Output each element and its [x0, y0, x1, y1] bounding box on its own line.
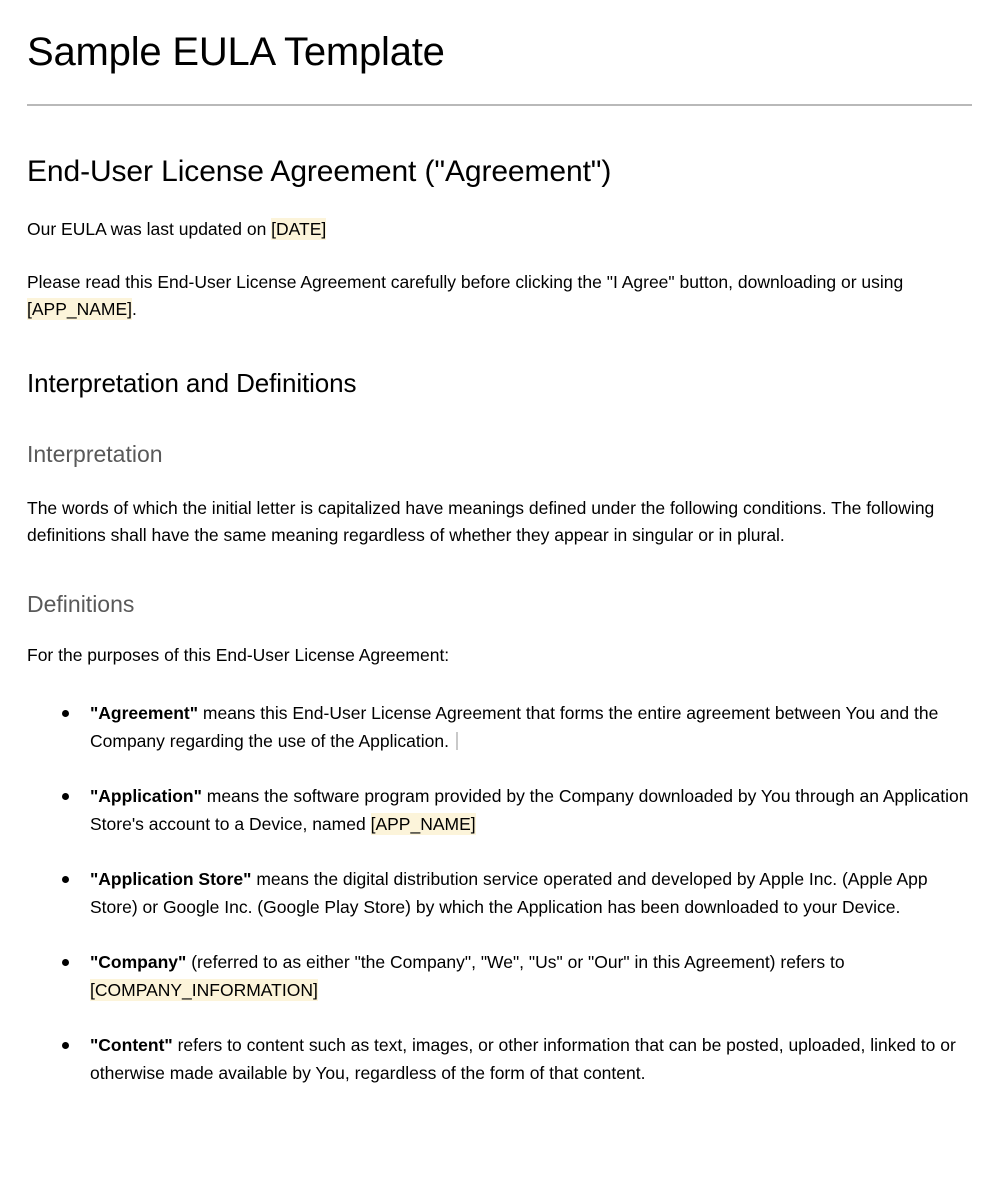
list-item	[27, 865, 972, 921]
subheading-interpretation: Interpretation	[27, 441, 163, 468]
last-updated-prefix: Our EULA was last updated on	[27, 219, 272, 239]
app-name-placeholder: [APP_NAME]	[27, 299, 133, 319]
text-cursor-caret	[456, 732, 458, 750]
definition-term: "Content"	[90, 1035, 173, 1056]
intro-paragraph	[27, 269, 972, 323]
definition-term: "Company"	[90, 952, 187, 973]
definition-text: (referred to as either "the Company", "We", "Us" or "Our" in this Agreement) refers to	[186, 952, 845, 973]
definition-term: "Application Store"	[90, 869, 252, 890]
page-title: Sample EULA Template	[27, 30, 445, 74]
company-information-placeholder: [COMPANY_INFORMATION]	[90, 980, 318, 1001]
intro-text-part1: Please read this End-User License Agreement carefully before clicking the "I Agree" button, downloading or using	[27, 272, 904, 292]
definition-text: means this End-User License Agreement that forms the entire agreement between You and the Company regarding the use of the Application.	[90, 703, 939, 752]
list-item	[27, 948, 972, 1004]
last-updated-paragraph	[27, 216, 972, 243]
interpretation-paragraph: The words of which the initial letter is capitalized have meanings defined under the following conditions. The following definitions shall have the same meaning regardless of whether they appear in singular or in plural.	[27, 497, 935, 545]
list-item	[27, 782, 972, 838]
definitions-intro-paragraph: For the purposes of this End-User License Agreement:	[27, 645, 450, 666]
list-item	[27, 1031, 972, 1087]
definitions-list	[27, 699, 972, 1087]
subheading-definitions: Definitions	[27, 590, 135, 617]
definition-term: "Application"	[90, 786, 202, 807]
definition-text: means the digital distribution service operated and developed by Apple Inc. (Apple App Store) or Google Inc. (Google Play Store) by which the Application has been downloaded to your Device.	[90, 869, 928, 918]
heading-interpretation-and-definitions: Interpretation and Definitions	[27, 368, 357, 398]
intro-text-part2: .	[132, 299, 137, 319]
date-placeholder: [DATE]	[271, 219, 327, 239]
app-name-placeholder: [APP_NAME]	[370, 814, 476, 835]
definition-text: refers to content such as text, images, or other information that can be posted, uploaded, linked to or otherwise made available by You, regardless of the form of that content.	[90, 1035, 956, 1084]
title-divider	[27, 104, 972, 106]
definition-term: "Agreement"	[90, 703, 199, 724]
definition-text: means the software program provided by the Company downloaded by You through an Application Store's account to a Device, named	[90, 786, 969, 835]
list-item	[27, 699, 972, 755]
heading-end-user-license-agreement: End-User License Agreement ("Agreement")	[27, 155, 612, 188]
